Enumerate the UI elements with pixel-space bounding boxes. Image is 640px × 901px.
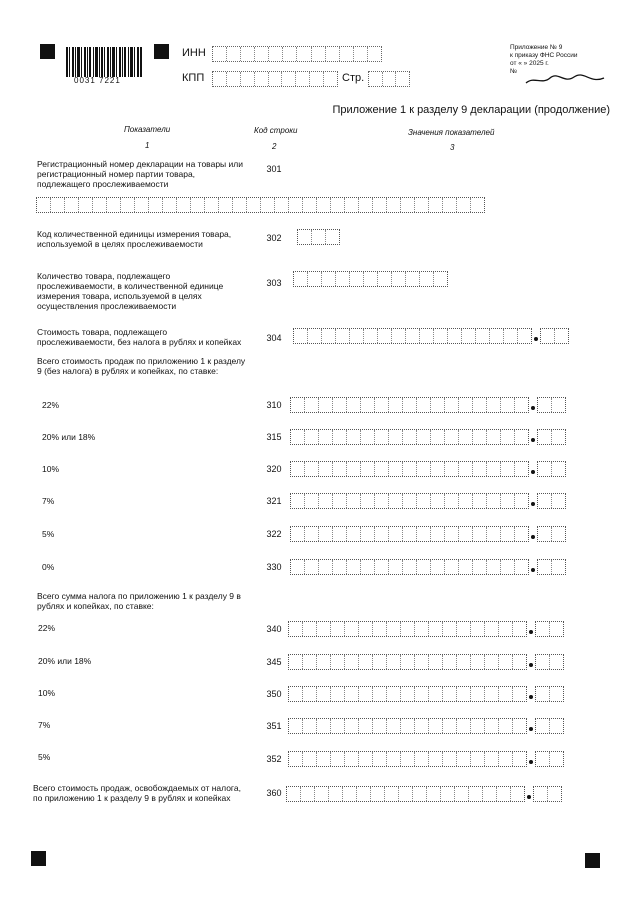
row-303-code: 303 bbox=[266, 278, 282, 288]
sales-310-code: 310 bbox=[266, 400, 282, 410]
handwritten-signature bbox=[524, 74, 606, 86]
corner-marker-top-right bbox=[154, 44, 169, 59]
row-304-code: 304 bbox=[266, 333, 282, 343]
tax-350-label: 10% bbox=[38, 688, 56, 698]
sales-321-label: 7% bbox=[42, 496, 55, 506]
sales-320-code: 320 bbox=[266, 464, 282, 474]
sales-section-heading: Всего стоимость продаж по приложению 1 к разделу 9 (без налога) в рублях и копейках, по ставке: bbox=[37, 356, 246, 376]
tax-340-code: 340 bbox=[266, 624, 282, 634]
row-303-field[interactable] bbox=[293, 271, 448, 287]
order-line-1: Приложение № 9 bbox=[510, 44, 563, 51]
corner-marker-bottom-left bbox=[31, 851, 46, 866]
kpp-label: КПП bbox=[182, 72, 205, 84]
tax-352-field[interactable] bbox=[288, 751, 564, 767]
sales-322-code: 322 bbox=[266, 529, 282, 539]
order-line-4: № bbox=[510, 68, 517, 75]
tax-351-field[interactable] bbox=[288, 718, 564, 734]
row-303-label: Количество товара, подлежащего прослеживаемости, в количественной единице измерения товара, используемой в целях осуществления прослеживаемости bbox=[37, 271, 224, 311]
tax-352-label: 5% bbox=[38, 752, 51, 762]
tax-345-field[interactable] bbox=[288, 654, 564, 670]
corner-marker-bottom-right bbox=[585, 853, 600, 868]
kpp-field[interactable] bbox=[212, 71, 338, 87]
sales-322-field[interactable] bbox=[290, 526, 566, 542]
sales-315-label: 20% или 18% bbox=[42, 432, 96, 442]
sales-315-code: 315 bbox=[266, 432, 282, 442]
row-301-label: Регистрационный номер декларации на товары или регистрационный номер партии товара, подлежащего прослеживаемости bbox=[37, 159, 243, 189]
tax-345-label: 20% или 18% bbox=[38, 656, 92, 666]
order-reference bbox=[510, 44, 610, 76]
row-301-code: 301 bbox=[266, 164, 282, 174]
sales-320-field[interactable] bbox=[290, 461, 566, 477]
tax-351-code: 351 bbox=[266, 721, 282, 731]
row-302-field[interactable] bbox=[297, 229, 340, 245]
sales-321-field[interactable] bbox=[290, 493, 566, 509]
tax-350-code: 350 bbox=[266, 689, 282, 699]
sales-320-label: 10% bbox=[42, 464, 60, 474]
sales-330-label: 0% bbox=[42, 562, 55, 572]
col-num-indicator: 1 bbox=[145, 141, 150, 150]
sales-310-label: 22% bbox=[42, 400, 60, 410]
sales-321-code: 321 bbox=[266, 496, 282, 506]
tax-340-field[interactable] bbox=[288, 621, 564, 637]
inn-label: ИНН bbox=[182, 47, 206, 59]
col-num-value: 3 bbox=[450, 143, 455, 152]
col-head-indicator: Показатели bbox=[124, 125, 171, 134]
sales-322-label: 5% bbox=[42, 529, 55, 539]
barcode-number: 0031 7221 bbox=[74, 76, 121, 85]
sales-315-field[interactable] bbox=[290, 429, 566, 445]
row-301-field[interactable] bbox=[36, 197, 485, 213]
inn-field[interactable] bbox=[212, 46, 382, 62]
tax-352-code: 352 bbox=[266, 754, 282, 764]
col-head-value: Значения показателей bbox=[408, 128, 495, 137]
tax-351-label: 7% bbox=[38, 720, 51, 730]
page-field[interactable] bbox=[368, 71, 410, 87]
exempt-360-field[interactable] bbox=[286, 786, 562, 802]
tax-350-field[interactable] bbox=[288, 686, 564, 702]
order-line-3: от « » 2025 г. bbox=[510, 60, 549, 67]
tax-section-heading: Всего сумма налога по приложению 1 к разделу 9 в рублях и копейках, по ставке: bbox=[37, 591, 241, 611]
sales-310-field[interactable] bbox=[290, 397, 566, 413]
sales-330-field[interactable] bbox=[290, 559, 566, 575]
page-title: Приложение 1 к разделу 9 декларации (продолжение) bbox=[332, 104, 610, 116]
row-302-code: 302 bbox=[266, 233, 282, 243]
row-304-label: Стоимость товара, подлежащего прослеживаемости, без налога в рублях и копейках bbox=[37, 327, 242, 347]
corner-marker-top-left bbox=[40, 44, 55, 59]
order-line-2: к приказу ФНС России bbox=[510, 52, 578, 59]
sales-330-code: 330 bbox=[266, 562, 282, 572]
col-head-code: Код строки bbox=[254, 126, 298, 135]
row-302-label: Код количественной единицы измерения товара, используемой в целях прослеживаемости bbox=[37, 229, 232, 249]
row-304-field[interactable] bbox=[293, 328, 569, 344]
col-num-code: 2 bbox=[272, 142, 277, 151]
page-label: Стр. bbox=[342, 72, 365, 84]
exempt-360-label: Всего стоимость продаж, освобождаемых от налога, по приложению 1 к разделу 9 в рублях и копейках bbox=[33, 783, 241, 803]
tax-340-label: 22% bbox=[38, 623, 56, 633]
exempt-360-code: 360 bbox=[266, 788, 282, 798]
tax-345-code: 345 bbox=[266, 657, 282, 667]
